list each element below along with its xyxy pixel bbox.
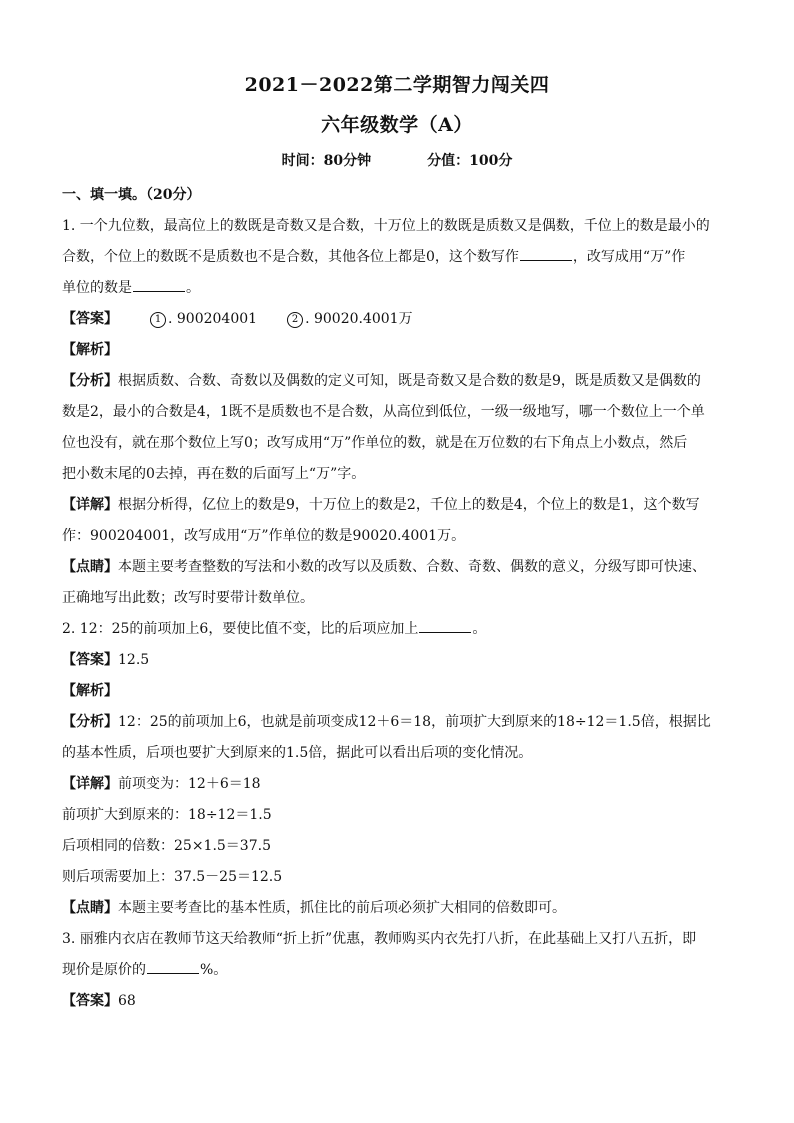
answer-blank xyxy=(147,959,199,974)
q3-answer: 【答案】68 xyxy=(62,993,136,1009)
exam-title: 2021－2022第二学期智力闯关四 xyxy=(244,74,550,96)
answer-tag: 【答案】 xyxy=(62,311,118,327)
answer-blank xyxy=(133,277,185,292)
q2-stem: 2. 12：25的前项加上6，要使比值不变，比的后项应加上 。 xyxy=(62,614,732,645)
q1-xiangjie-line1: 【详解】根据分析得，亿位上的数是9，十万位上的数是2，千位上的数是4，个位上的数是1，这个数写 xyxy=(62,497,700,513)
q2-fenxi-line2: 的基本性质，后项也要扩大到原来的1.5倍，据此可以看出后项的变化情况。 xyxy=(62,745,533,761)
q1-fenxi-line3: 位也没有，就在那个数位上写0；改写成用“万”作单位的数，就是在万位数的右下角点上小数点，然后 xyxy=(62,435,688,451)
q2-step2: 前项扩大到原来的：18÷12＝1.5 xyxy=(62,807,272,823)
exam-content xyxy=(62,180,732,1017)
q2-dianjing: 【点睛】本题主要考查比的基本性质，抓住比的前后项必须扩大相同的倍数即可。 xyxy=(62,900,566,916)
q2-answer: 【答案】12.5 xyxy=(62,652,150,668)
q1-answer: 【答案】 1 . 900204001 2 . 90020.4001万 xyxy=(62,304,732,335)
q1-fenxi-line2: 数是2，最小的合数是4，1既不是质数也不是合数，从高位到低位，一级一级地写，哪一个数位上一个单 xyxy=(62,404,705,420)
q1-fenxi-line1: 【分析】根据质数、合数、奇数以及偶数的定义可知，既是奇数又是合数的数是9，既是质数又是偶数的 xyxy=(62,373,701,389)
time-label: 时间：80分钟 xyxy=(281,153,372,169)
q1-jiexi: 【解析】 xyxy=(62,342,118,358)
q3-stem-line2: 现价是原价的 %。 xyxy=(62,955,732,986)
exam-subtitle: 六年级数学（A） xyxy=(321,114,473,136)
exam-meta xyxy=(0,150,794,170)
circled-number: 1 xyxy=(150,312,166,328)
q2-step3: 后项相同的倍数：25×1.5＝37.5 xyxy=(62,838,271,854)
q1-stem-line2: 合数，个位上的数既不是质数也不是合数，其他各位上都是0，这个数写作 ，改写成用“万”作 xyxy=(62,242,732,273)
q1-dianjing-line2: 正确地写出此数；改写时要带计数单位。 xyxy=(62,590,314,606)
answer-blank xyxy=(520,246,572,261)
score-label: 分值：100分 xyxy=(427,153,513,169)
q3-stem-line1: 3. 丽雅内衣店在教师节这天给教师“折上折”优惠，教师购买内衣先打八折，在此基础上又打八五折，即 xyxy=(62,931,697,947)
q2-jiexi: 【解析】 xyxy=(62,683,118,699)
q2-fenxi-line1: 【分析】12：25的前项加上6，也就是前项变成12＋6＝18，前项扩大到原来的18÷12＝1.5倍，根据比 xyxy=(62,714,711,730)
q1-fenxi-line4: 把小数末尾的0去掉，再在数的后面写上“万”字。 xyxy=(62,466,366,482)
q1-stem-line1: 1. 一个九位数，最高位上的数既是奇数又是合数，十万位上的数既是质数又是偶数，千位上的数是最小的 xyxy=(62,218,710,234)
q1-stem-line3: 单位的数是 。 xyxy=(62,273,732,304)
q1-dianjing-line1: 【点睛】本题主要考查整数的写法和小数的改写以及质数、合数、奇数、偶数的意义，分级写即可快速、 xyxy=(62,559,706,575)
circled-number: 2 xyxy=(287,312,303,328)
q2-xiangjie: 【详解】前项变为：12＋6＝18 xyxy=(62,776,261,792)
q1-xiangjie-line2: 作：900204001，改写成用“万”作单位的数是90020.4001万。 xyxy=(62,528,466,544)
answer-blank xyxy=(419,618,471,633)
section-heading: 一、填一填。（20分） xyxy=(62,187,201,203)
q2-step4: 则后项需要加上：37.5－25＝12.5 xyxy=(62,869,283,885)
